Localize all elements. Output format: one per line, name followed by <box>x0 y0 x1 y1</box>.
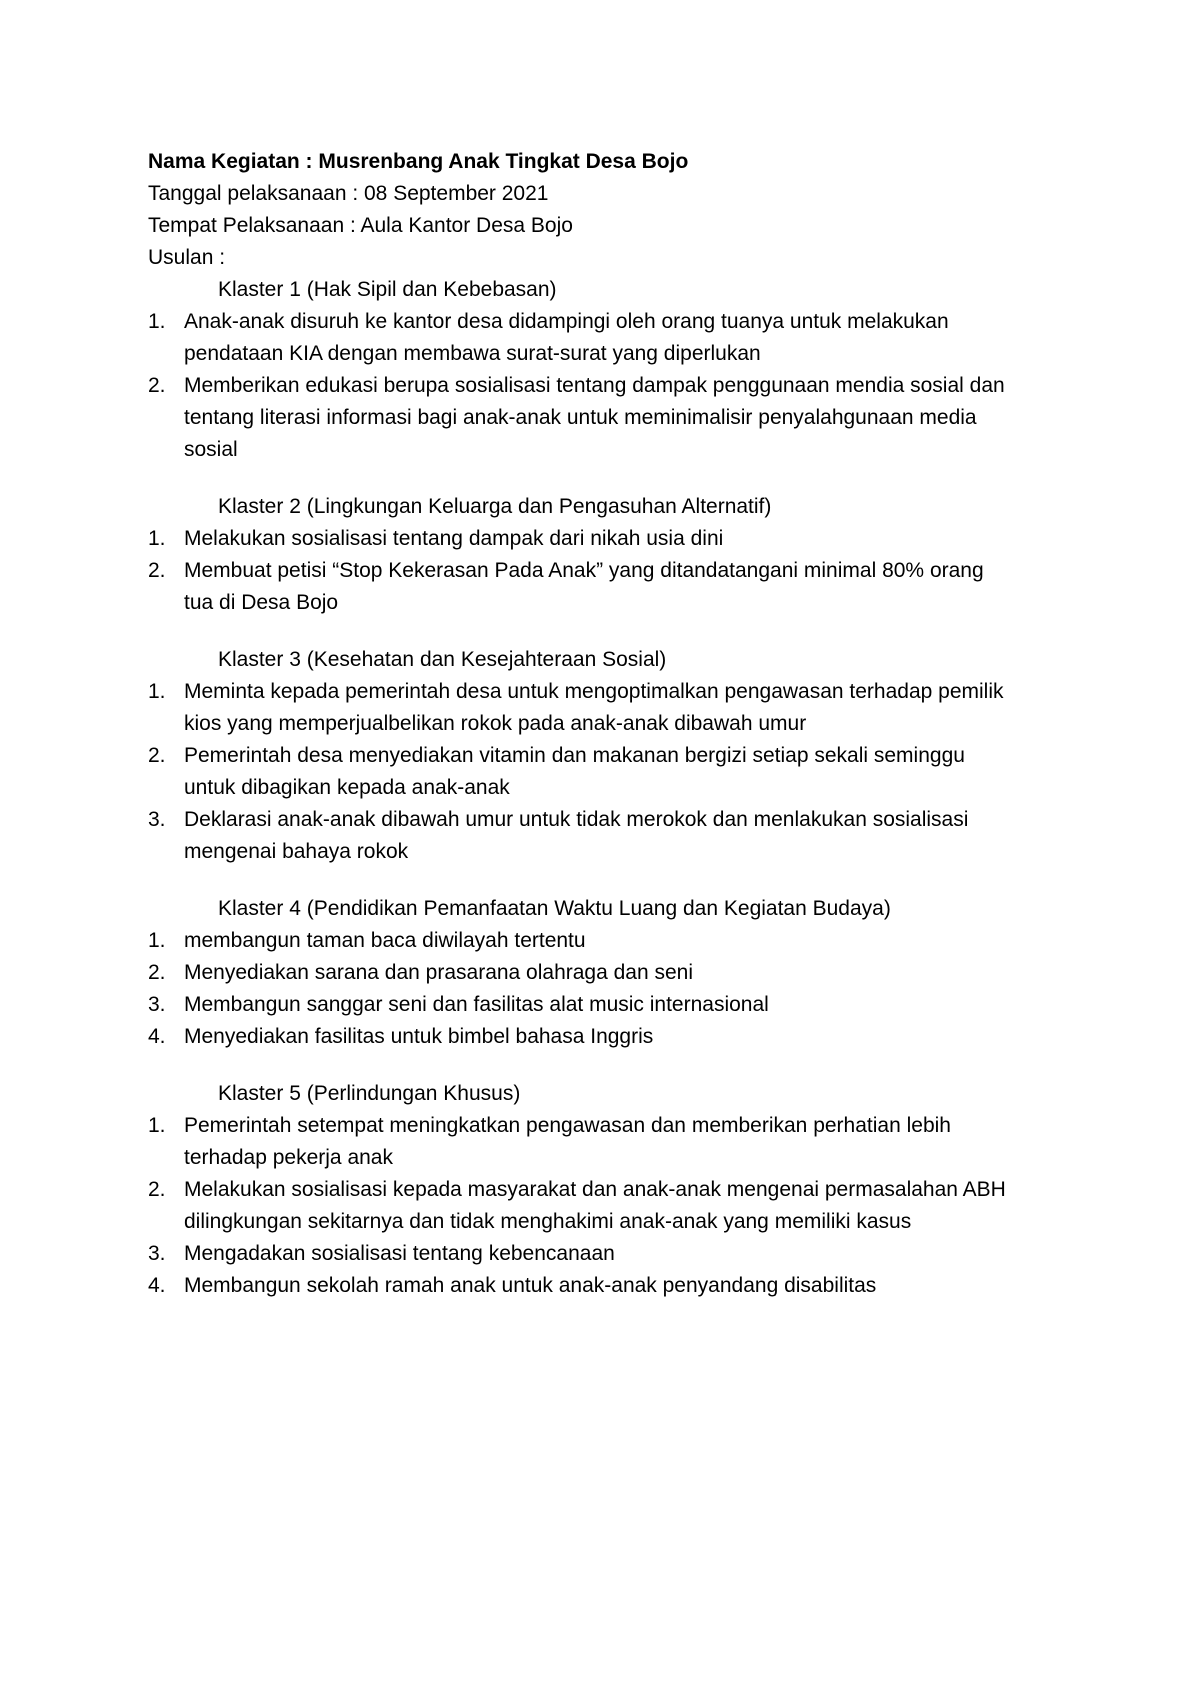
list-item <box>148 523 1088 555</box>
proposal-list <box>148 925 1088 1053</box>
list-item <box>148 1110 1088 1174</box>
list-item <box>148 306 1088 370</box>
list-item-text-line: Menyediakan fasilitas untuk bimbel bahasa Inggris <box>184 1025 654 1048</box>
list-item-text-line: Deklarasi anak-anak dibawah umur untuk tidak merokok dan menlakukan sosialisasi <box>184 808 969 831</box>
list-item <box>148 804 1088 868</box>
activity-date: Tanggal pelaksanaan : 08 September 2021 <box>148 182 549 205</box>
cluster-heading: Klaster 4 (Pendidikan Pemanfaatan Waktu Luang dan Kegiatan Budaya) <box>218 897 891 920</box>
list-item <box>148 740 1088 804</box>
list-item-number: 1. <box>148 1114 166 1137</box>
proposal-list <box>148 1110 1088 1302</box>
list-item <box>148 1238 1088 1270</box>
list-item <box>148 957 1088 989</box>
proposal-list <box>148 306 1088 466</box>
list-item-text-line: Meminta kepada pemerintah desa untuk mengoptimalkan pengawasan terhadap pemilik <box>184 680 1004 703</box>
list-item-number: 1. <box>148 929 166 952</box>
proposal-list <box>148 523 1088 619</box>
list-item-text-line: untuk dibagikan kepada anak-anak <box>184 776 510 799</box>
list-item-number: 2. <box>148 374 166 397</box>
list-item-text-line: terhadap pekerja anak <box>184 1146 393 1169</box>
cluster-heading: Klaster 3 (Kesehatan dan Kesejahteraan Sosial) <box>218 648 667 671</box>
list-item-text-line: Membangun sanggar seni dan fasilitas alat music internasional <box>184 993 769 1016</box>
list-item-text-line: Menyediakan sarana dan prasarana olahraga dan seni <box>184 961 694 984</box>
list-item-text-line: Membuat petisi “Stop Kekerasan Pada Anak” yang ditandatangani minimal 80% orang <box>184 559 984 582</box>
list-item-number: 1. <box>148 527 166 550</box>
list-item <box>148 925 1088 957</box>
list-item-number: 1. <box>148 310 166 333</box>
list-item-number: 4. <box>148 1274 166 1297</box>
cluster-list <box>148 274 1088 1302</box>
list-item-number: 2. <box>148 559 166 582</box>
list-item-number: 3. <box>148 1242 166 1265</box>
list-item-number: 1. <box>148 680 166 703</box>
list-item-text-line: membangun taman baca diwilayah tertentu <box>184 929 586 952</box>
cluster-heading: Klaster 2 (Lingkungan Keluarga dan Pengasuhan Alternatif) <box>218 495 772 518</box>
list-item <box>148 370 1088 466</box>
list-item-text-line: dilingkungan sekitarnya dan tidak menghakimi anak-anak yang memiliki kasus <box>184 1210 912 1233</box>
list-item <box>148 555 1088 619</box>
list-item <box>148 676 1088 740</box>
list-item-text-line: Melakukan sosialisasi kepada masyarakat dan anak-anak mengenai permasalahan ABH <box>184 1178 1006 1201</box>
list-item <box>148 989 1088 1021</box>
list-item <box>148 1174 1088 1238</box>
cluster-section <box>148 1078 1088 1302</box>
list-item-text-line: Membangun sekolah ramah anak untuk anak-anak penyandang disabilitas <box>184 1274 877 1297</box>
list-item <box>148 1270 1088 1302</box>
activity-title: Nama Kegiatan : Musrenbang Anak Tingkat Desa Bojo <box>148 150 689 173</box>
activity-place: Tempat Pelaksanaan : Aula Kantor Desa Bojo <box>148 214 573 237</box>
cluster-section <box>148 491 1088 619</box>
proposals-label: Usulan : <box>148 246 226 269</box>
cluster-section <box>148 644 1088 868</box>
list-item-text-line: Pemerintah setempat meningkatkan pengawasan dan memberikan perhatian lebih <box>184 1114 951 1137</box>
list-item-number: 2. <box>148 1178 166 1201</box>
list-item-text-line: Memberikan edukasi berupa sosialisasi tentang dampak penggunaan mendia sosial dan <box>184 374 1005 397</box>
proposal-list <box>148 676 1088 868</box>
cluster-heading: Klaster 1 (Hak Sipil dan Kebebasan) <box>218 278 557 301</box>
list-item-text-line: tua di Desa Bojo <box>184 591 339 614</box>
list-item-text-line: Melakukan sosialisasi tentang dampak dari nikah usia dini <box>184 527 724 550</box>
cluster-section <box>148 893 1088 1053</box>
list-item-text-line: Anak-anak disuruh ke kantor desa didampingi oleh orang tuanya untuk melakukan <box>184 310 949 333</box>
list-item <box>148 1021 1088 1053</box>
list-item-number: 3. <box>148 808 166 831</box>
list-item-text-line: kios yang memperjualbelikan rokok pada anak-anak dibawah umur <box>184 712 807 735</box>
document-page <box>148 146 1088 1302</box>
list-item-number: 2. <box>148 744 166 767</box>
list-item-text-line: mengenai bahaya rokok <box>184 840 409 863</box>
cluster-section <box>148 274 1088 466</box>
list-item-number: 2. <box>148 961 166 984</box>
list-item-number: 3. <box>148 993 166 1016</box>
list-item-text-line: Mengadakan sosialisasi tentang kebencanaan <box>184 1242 615 1265</box>
list-item-number: 4. <box>148 1025 166 1048</box>
list-item-text-line: pendataan KIA dengan membawa surat-surat yang diperlukan <box>184 342 761 365</box>
list-item-text-line: tentang literasi informasi bagi anak-anak untuk meminimalisir penyalahgunaan media <box>184 406 977 429</box>
list-item-text-line: sosial <box>184 438 238 461</box>
list-item-text-line: Pemerintah desa menyediakan vitamin dan makanan bergizi setiap sekali seminggu <box>184 744 965 767</box>
cluster-heading: Klaster 5 (Perlindungan Khusus) <box>218 1082 521 1105</box>
